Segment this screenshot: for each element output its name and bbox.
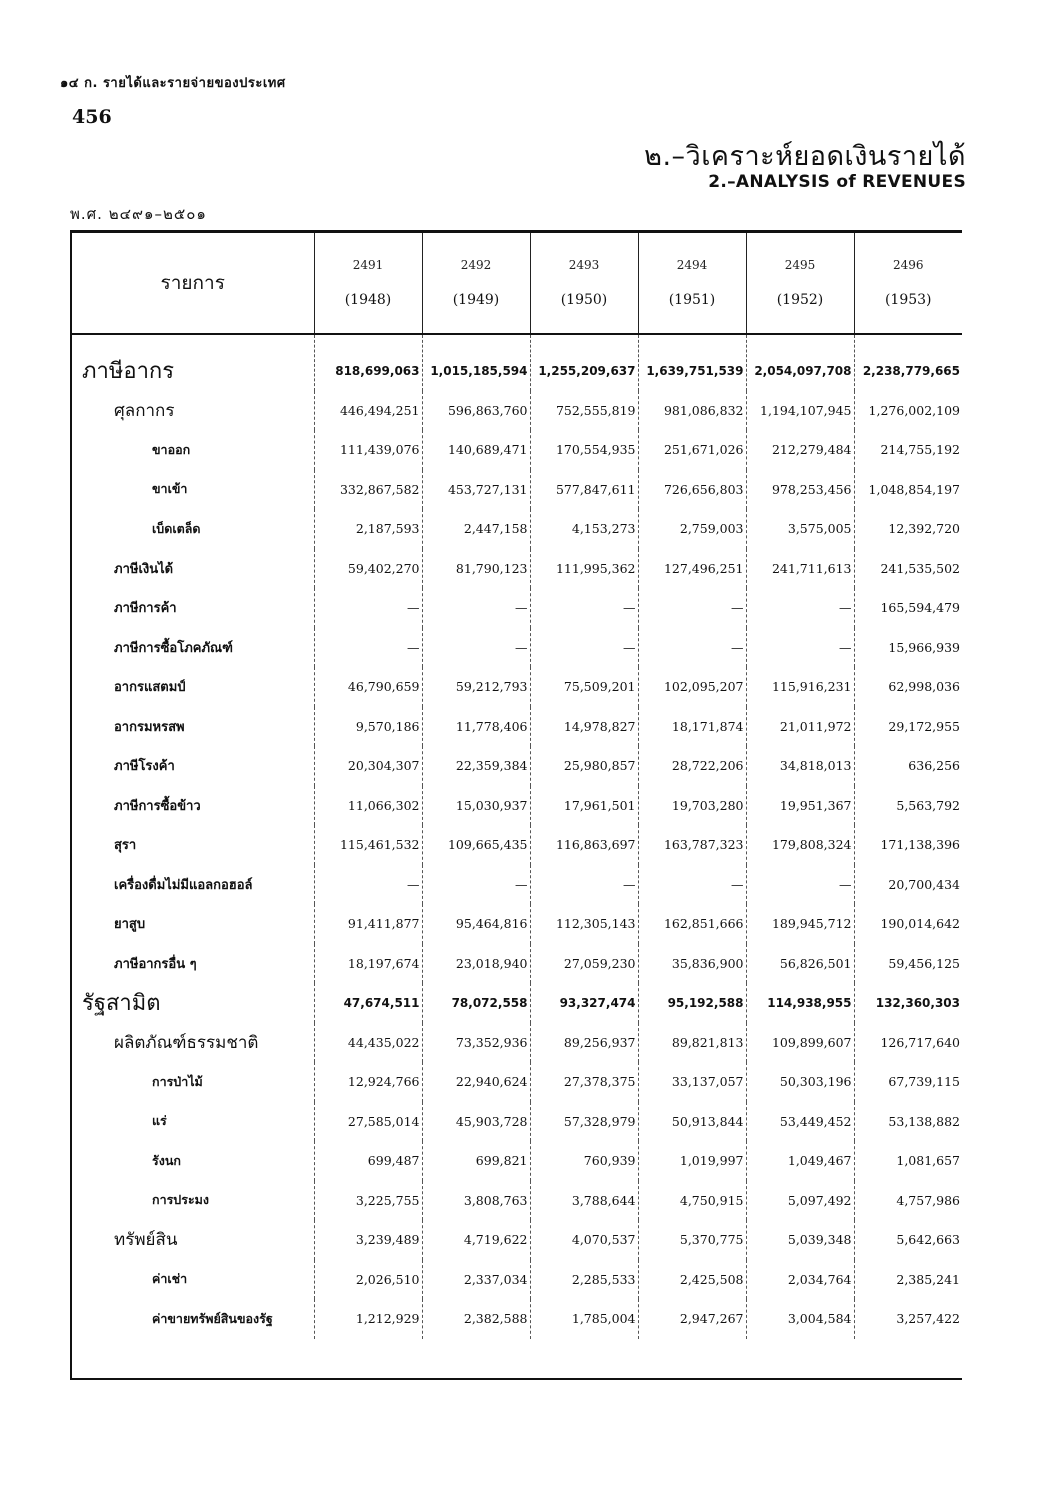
cell-value: 102,095,207 <box>638 667 746 707</box>
year-ad: (1948) <box>344 292 392 308</box>
table-row <box>72 944 962 984</box>
year-ad: (1949) <box>452 292 500 308</box>
table-row <box>72 334 962 391</box>
cell-value: 214,755,192 <box>854 430 962 470</box>
cell-value: 20,700,434 <box>854 865 962 905</box>
row-label: ภาษีการซื้อโภคภัณฑ์ <box>114 640 233 656</box>
cell-value: 50,913,844 <box>638 1102 746 1142</box>
cell-value: 189,945,712 <box>746 904 854 944</box>
cell-value: 818,699,063 <box>314 334 422 391</box>
cell-value: 47,674,511 <box>314 983 422 1023</box>
row-label: ภาษีอากรอื่น ๆ <box>114 956 197 972</box>
cell-value: 981,086,832 <box>638 391 746 431</box>
cell-value: 78,072,558 <box>422 983 530 1023</box>
cell-value: 53,449,452 <box>746 1102 854 1142</box>
table-row <box>72 391 962 431</box>
table-row <box>72 509 962 549</box>
cell-value: 3,575,005 <box>746 509 854 549</box>
cell-value: 44,435,022 <box>314 1023 422 1063</box>
cell-value: 163,787,323 <box>638 825 746 865</box>
table-row <box>72 746 962 786</box>
cell-value: 4,750,915 <box>638 1181 746 1221</box>
cell-value: 114,938,955 <box>746 983 854 1023</box>
year-be: 2491 <box>352 258 384 272</box>
row-label: ภาษีโรงค้า <box>114 759 175 775</box>
cell-value: 15,030,937 <box>422 786 530 826</box>
cell-value: 1,048,854,197 <box>854 470 962 510</box>
cell-value: 699,487 <box>314 1141 422 1181</box>
cell-value: 95,192,588 <box>638 983 746 1023</box>
table-row <box>72 865 962 905</box>
cell-value: 23,018,940 <box>422 944 530 984</box>
cell-value: 2,447,158 <box>422 509 530 549</box>
revenue-table-frame <box>70 230 962 1380</box>
cell-value: 132,360,303 <box>854 983 962 1023</box>
cell-value: 21,011,972 <box>746 707 854 747</box>
cell-value: 115,916,231 <box>746 667 854 707</box>
cell-value: 2,337,034 <box>422 1260 530 1300</box>
row-label: ยาสูบ <box>114 917 146 933</box>
cell-value: 5,370,775 <box>638 1220 746 1260</box>
cell-value: — <box>422 865 530 905</box>
cell-value: 111,439,076 <box>314 430 422 470</box>
cell-value: 12,924,766 <box>314 1062 422 1102</box>
page-number: 456 <box>72 106 112 128</box>
cell-value: 446,494,251 <box>314 391 422 431</box>
cell-value: 20,304,307 <box>314 746 422 786</box>
cell-value: 22,359,384 <box>422 746 530 786</box>
cell-value: 2,285,533 <box>530 1260 638 1300</box>
row-label: การประมง <box>152 1192 210 1208</box>
cell-value: 577,847,611 <box>530 470 638 510</box>
cell-value: 19,951,367 <box>746 786 854 826</box>
cell-value: 34,818,013 <box>746 746 854 786</box>
cell-value: 127,496,251 <box>638 549 746 589</box>
cell-value: 53,138,882 <box>854 1102 962 1142</box>
row-label: สุรา <box>114 838 137 854</box>
cell-value: 18,171,874 <box>638 707 746 747</box>
cell-value: 116,863,697 <box>530 825 638 865</box>
cell-value: 59,456,125 <box>854 944 962 984</box>
table-row <box>72 1062 962 1102</box>
cell-value: 14,978,827 <box>530 707 638 747</box>
row-label: ค่าขายทรัพย์สินของรัฐ <box>152 1310 273 1326</box>
cell-value: — <box>746 628 854 668</box>
cell-value: 2,187,593 <box>314 509 422 549</box>
cell-value: 4,070,537 <box>530 1220 638 1260</box>
cell-value: 9,570,186 <box>314 707 422 747</box>
cell-value: 5,642,663 <box>854 1220 962 1260</box>
cell-value: — <box>314 588 422 628</box>
cell-value: 1,049,467 <box>746 1141 854 1181</box>
cell-value: 3,225,755 <box>314 1181 422 1221</box>
row-label: ภาษีเงินได้ <box>114 561 174 577</box>
year-be: 2492 <box>460 258 492 272</box>
cell-value: 241,535,502 <box>854 549 962 589</box>
table-row <box>72 707 962 747</box>
cell-value: 453,727,131 <box>422 470 530 510</box>
cell-value: 11,778,406 <box>422 707 530 747</box>
cell-value: 59,212,793 <box>422 667 530 707</box>
row-label: อากรมหรสพ <box>114 719 185 735</box>
cell-value: 5,097,492 <box>746 1181 854 1221</box>
cell-value: 27,585,014 <box>314 1102 422 1142</box>
row-label: ภาษีการซื้อข้าว <box>114 798 201 814</box>
cell-value: 45,903,728 <box>422 1102 530 1142</box>
table-row <box>72 983 962 1023</box>
cell-value: 89,256,937 <box>530 1023 638 1063</box>
cell-value: — <box>530 588 638 628</box>
cell-value: 111,995,362 <box>530 549 638 589</box>
cell-value: 19,703,280 <box>638 786 746 826</box>
cell-value: 978,253,456 <box>746 470 854 510</box>
column-header-year <box>530 233 638 334</box>
cell-value: 2,382,588 <box>422 1299 530 1339</box>
table-row <box>72 825 962 865</box>
cell-value: 29,172,955 <box>854 707 962 747</box>
row-label: อากรแสตมป์ <box>114 680 186 696</box>
table-row <box>72 628 962 668</box>
row-label: เครื่องดื่มไม่มีแอลกอฮอล์ <box>114 877 253 893</box>
row-label: แร่ <box>152 1113 167 1129</box>
cell-value: 699,821 <box>422 1141 530 1181</box>
cell-value: 2,238,779,665 <box>854 334 962 391</box>
cell-value: 91,411,877 <box>314 904 422 944</box>
table-row <box>72 1102 962 1142</box>
cell-value: 1,785,004 <box>530 1299 638 1339</box>
cell-value: 62,998,036 <box>854 667 962 707</box>
cell-value: 1,212,929 <box>314 1299 422 1339</box>
cell-value: 171,138,396 <box>854 825 962 865</box>
year-ad: (1953) <box>884 292 932 308</box>
year-ad: (1952) <box>776 292 824 308</box>
cell-value: 50,303,196 <box>746 1062 854 1102</box>
cell-value: — <box>530 865 638 905</box>
cell-value: 332,867,582 <box>314 470 422 510</box>
cell-value: — <box>638 588 746 628</box>
cell-value: 170,554,935 <box>530 430 638 470</box>
cell-value: 126,717,640 <box>854 1023 962 1063</box>
table-row <box>72 786 962 826</box>
cell-value: 81,790,123 <box>422 549 530 589</box>
cell-value: 12,392,720 <box>854 509 962 549</box>
revenue-table <box>72 233 962 1339</box>
cell-value: 22,940,624 <box>422 1062 530 1102</box>
column-header-year <box>314 233 422 334</box>
cell-value: 2,034,764 <box>746 1260 854 1300</box>
row-label: รังนก <box>152 1152 181 1168</box>
row-label: ขาเข้า <box>152 481 188 497</box>
cell-value: 165,594,479 <box>854 588 962 628</box>
cell-value: 212,279,484 <box>746 430 854 470</box>
cell-value: 56,826,501 <box>746 944 854 984</box>
table-row <box>72 1181 962 1221</box>
cell-value: 1,081,657 <box>854 1141 962 1181</box>
row-label: ศุลกากร <box>114 400 175 421</box>
cell-value: 760,939 <box>530 1141 638 1181</box>
cell-value: 1,194,107,945 <box>746 391 854 431</box>
cell-value: 18,197,674 <box>314 944 422 984</box>
cell-value: 2,947,267 <box>638 1299 746 1339</box>
cell-value: 33,137,057 <box>638 1062 746 1102</box>
cell-value: — <box>638 628 746 668</box>
year-be: 2493 <box>568 258 600 272</box>
row-label: ผลิตภัณฑ์ธรรมชาติ <box>114 1032 259 1053</box>
table-row <box>72 1220 962 1260</box>
cell-value: 636,256 <box>854 746 962 786</box>
cell-value: 109,665,435 <box>422 825 530 865</box>
cell-value: — <box>422 628 530 668</box>
running-header: ๑๔ ก. รายได้และรายจ่ายของประเทศ <box>60 76 286 91</box>
table-row <box>72 667 962 707</box>
cell-value: — <box>422 588 530 628</box>
cell-value: — <box>746 865 854 905</box>
row-label: ขาออก <box>152 441 191 457</box>
column-header-year <box>422 233 530 334</box>
cell-value: 1,255,209,637 <box>530 334 638 391</box>
row-label: ทรัพย์สิน <box>114 1230 178 1251</box>
cell-value: 27,378,375 <box>530 1062 638 1102</box>
cell-value: 4,719,622 <box>422 1220 530 1260</box>
cell-value: 89,821,813 <box>638 1023 746 1063</box>
table-title-english: 2.–ANALYSIS of REVENUES <box>708 172 966 192</box>
table-row <box>72 904 962 944</box>
cell-value: 28,722,206 <box>638 746 746 786</box>
cell-value: 67,739,115 <box>854 1062 962 1102</box>
cell-value: 93,327,474 <box>530 983 638 1023</box>
cell-value: 190,014,642 <box>854 904 962 944</box>
table-row <box>72 1141 962 1181</box>
cell-value: 5,563,792 <box>854 786 962 826</box>
row-label: เบ็ดเตล็ด <box>152 520 201 536</box>
row-label: การป่าไม้ <box>152 1073 203 1089</box>
cell-value: 109,899,607 <box>746 1023 854 1063</box>
cell-value: 1,276,002,109 <box>854 391 962 431</box>
cell-value: 46,790,659 <box>314 667 422 707</box>
cell-value: 3,257,422 <box>854 1299 962 1339</box>
cell-value: — <box>314 628 422 668</box>
year-ad: (1950) <box>560 292 608 308</box>
row-label: ภาษีอากร <box>82 359 175 385</box>
column-header-year <box>638 233 746 334</box>
table-row <box>72 1299 962 1339</box>
cell-value: 1,019,997 <box>638 1141 746 1181</box>
table-row <box>72 549 962 589</box>
cell-value: 1,015,185,594 <box>422 334 530 391</box>
cell-value: 3,788,644 <box>530 1181 638 1221</box>
cell-value: 112,305,143 <box>530 904 638 944</box>
cell-value: — <box>746 588 854 628</box>
year-be: 2494 <box>676 258 708 272</box>
table-row <box>72 588 962 628</box>
column-header-year <box>746 233 854 334</box>
cell-value: — <box>638 865 746 905</box>
row-label: ภาษีการค้า <box>114 601 177 617</box>
cell-value: 162,851,666 <box>638 904 746 944</box>
table-title-thai: ๒.–วิเคราะห์ยอดเงินรายได้ <box>644 141 966 172</box>
year-ad: (1951) <box>668 292 716 308</box>
table-row <box>72 1260 962 1300</box>
cell-value: 3,004,584 <box>746 1299 854 1339</box>
cell-value: 241,711,613 <box>746 549 854 589</box>
cell-value: 251,671,026 <box>638 430 746 470</box>
cell-value: 2,385,241 <box>854 1260 962 1300</box>
cell-value: 2,054,097,708 <box>746 334 854 391</box>
cell-value: 11,066,302 <box>314 786 422 826</box>
era-range: พ.ศ. ๒๔๙๑–๒๕๐๑ <box>70 205 207 223</box>
cell-value: 726,656,803 <box>638 470 746 510</box>
cell-value: 15,966,939 <box>854 628 962 668</box>
table-header-row <box>72 233 962 334</box>
cell-value: 3,808,763 <box>422 1181 530 1221</box>
cell-value: 73,352,936 <box>422 1023 530 1063</box>
column-header-label: รายการ <box>72 233 314 334</box>
table-row <box>72 430 962 470</box>
row-label: ค่าเช่า <box>152 1271 188 1287</box>
cell-value: 179,808,324 <box>746 825 854 865</box>
cell-value: 115,461,532 <box>314 825 422 865</box>
cell-value: 752,555,819 <box>530 391 638 431</box>
year-be: 2495 <box>784 258 816 272</box>
cell-value: 2,759,003 <box>638 509 746 549</box>
cell-value: — <box>530 628 638 668</box>
cell-value: 59,402,270 <box>314 549 422 589</box>
cell-value: 27,059,230 <box>530 944 638 984</box>
table-body <box>72 334 962 1339</box>
cell-value: 35,836,900 <box>638 944 746 984</box>
cell-value: 3,239,489 <box>314 1220 422 1260</box>
cell-value: 596,863,760 <box>422 391 530 431</box>
table-row <box>72 1023 962 1063</box>
table-row <box>72 470 962 510</box>
cell-value: 4,153,273 <box>530 509 638 549</box>
cell-value: 2,425,508 <box>638 1260 746 1300</box>
cell-value: 75,509,201 <box>530 667 638 707</box>
cell-value: 5,039,348 <box>746 1220 854 1260</box>
cell-value: — <box>314 865 422 905</box>
row-label: รัฐสามิต <box>82 991 161 1017</box>
cell-value: 95,464,816 <box>422 904 530 944</box>
year-be: 2496 <box>892 258 924 272</box>
cell-value: 17,961,501 <box>530 786 638 826</box>
cell-value: 140,689,471 <box>422 430 530 470</box>
cell-value: 2,026,510 <box>314 1260 422 1300</box>
cell-value: 4,757,986 <box>854 1181 962 1221</box>
cell-value: 57,328,979 <box>530 1102 638 1142</box>
column-header-year <box>854 233 962 334</box>
cell-value: 25,980,857 <box>530 746 638 786</box>
cell-value: 1,639,751,539 <box>638 334 746 391</box>
